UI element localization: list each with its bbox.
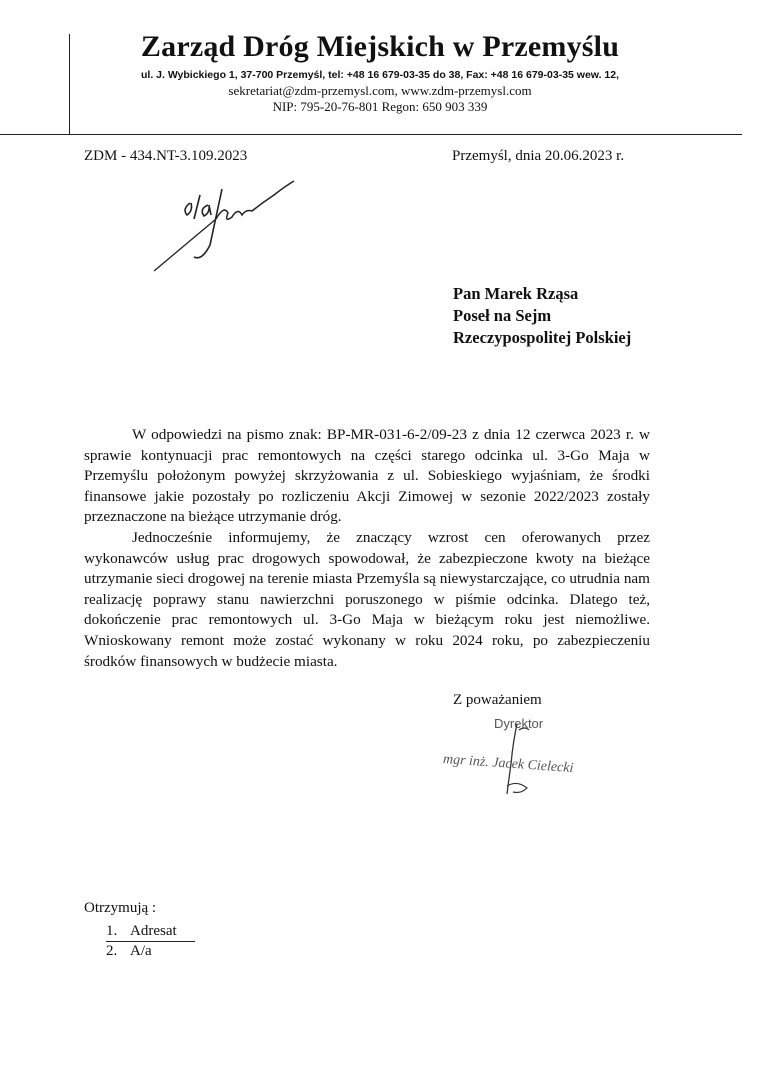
distribution-label: Otrzymują : bbox=[84, 900, 157, 916]
closing-salutation: Z poważaniem bbox=[453, 692, 542, 708]
recipient-name: Pan Marek Rząsa bbox=[453, 284, 579, 303]
letterhead-vertical-rule bbox=[69, 34, 70, 134]
recipient-title-line1: Poseł na Sejm bbox=[453, 306, 552, 325]
distribution-item-text: Adresat bbox=[130, 923, 177, 939]
handwritten-ao-signature bbox=[150, 175, 310, 275]
letterhead-horizontal-rule bbox=[0, 134, 742, 135]
place-and-date: Przemyśl, dnia 20.06.2023 r. bbox=[452, 148, 625, 164]
distribution-item bbox=[106, 942, 195, 961]
distribution-item-text: A/a bbox=[130, 943, 152, 959]
stamp-name: mgr inż. Jacek Cielecki bbox=[442, 752, 574, 777]
letterhead-contact: sekretariat@zdm-przemysl.com, www.zdm-przemysl.com bbox=[228, 83, 532, 98]
distribution-item bbox=[106, 922, 195, 942]
body-paragraph-1: W odpowiedzi na pismo znak: BP-MR-031-6-2/09-23 z dnia 12 czerwca 2023 r. w sprawie kontynuacji prac remontowych na części starego odcinka ul. 3-Go Maja w Przemyślu położonym powyżej skrzyżowania z ul. Sobieskiego wyjaśniam, że środki finansowe jakie pozostały po rozliczeniu Akcji Zimowej w sezonie 2022/2023 zostały przeznaczone na bieżące utrzymanie dróg. bbox=[84, 426, 650, 526]
letterhead-ids: NIP: 795-20-76-801 Regon: 650 903 339 bbox=[272, 99, 488, 114]
recipient-title-line2: Rzeczypospolitej Polskiej bbox=[453, 328, 632, 347]
letterhead-address: ul. J. Wybickiego 1, 37-700 Przemyśl, tel: +48 16 679-03-35 do 38, Fax: +48 16 679-03-35 wew. 12, bbox=[140, 69, 620, 81]
recipient-block bbox=[453, 283, 631, 349]
distribution-item-number: 2. bbox=[106, 943, 118, 959]
body-paragraph-2: Jednocześnie informujemy, że znaczący wzrost cen oferowanych przez wykonawców usług prac drogowych spowodował, że zabezpieczone kwoty na bieżące utrzymanie sieci drogowej na terenie miasta Przemyśla są niewystarczające, co utrudnia nam realizację poprawy stanu nawierzchni poruszonego w piśmie odcinka. Dlatego też, dokończenie prac remontowych ul. 3-Go Maja w bieżącym roku jest niemożliwe. Wnioskowany remont może zostać wykonany w roku 2024 roku, po zabezpieczeniu środków finansowych w budżecie miasta. bbox=[84, 528, 650, 670]
reference-number: ZDM - 434.NT-3.109.2023 bbox=[84, 148, 248, 164]
distribution-list bbox=[106, 922, 195, 961]
organization-name: Zarząd Dróg Miejskich w Przemyślu bbox=[140, 30, 620, 63]
distribution-item-number: 1. bbox=[106, 923, 118, 939]
director-signature bbox=[495, 720, 555, 800]
stamp-title: Dyrektor bbox=[494, 716, 544, 731]
letter-body bbox=[84, 425, 650, 672]
